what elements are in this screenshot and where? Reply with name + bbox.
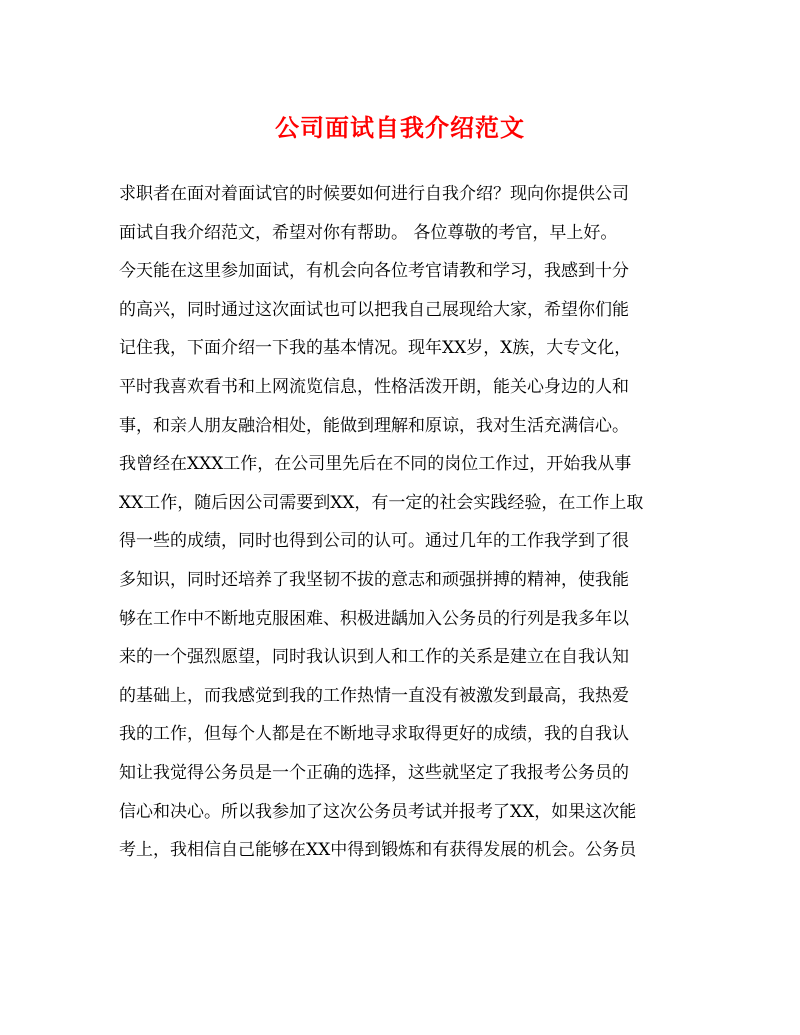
body-line: 考上，我相信自己能够在XX中得到锻炼和有获得发展的机会。公务员 — [119, 840, 637, 861]
document-title: 公司面试自我介绍范文 — [275, 113, 525, 142]
body-line: 平时我喜欢看书和上网流览信息，性格活泼开朗，能关心身边的人和 — [119, 376, 629, 397]
body-line: XX工作，随后因公司需要到XX，有一定的社会实践经验，在工作上取 — [119, 492, 644, 513]
body-line: 面试自我介绍范文，希望对你有帮助。 各位尊敬的考官，早上好。 — [119, 222, 618, 243]
body-line: 事，和亲人朋友融洽相处，能做到理解和原谅，我对生活充满信心。 — [119, 415, 629, 436]
body-line: 得一些的成绩，同时也得到公司的认可。通过几年的工作我学到了很 — [119, 531, 629, 552]
body-line: 来的一个强烈愿望，同时我认识到人和工作的关系是建立在自我认知 — [119, 647, 629, 668]
body-line: 今天能在这里参加面试，有机会向各位考官请教和学习，我感到十分 — [119, 261, 629, 282]
body-line: 知让我觉得公务员是一个正确的选择，这些就坚定了我报考公务员的 — [119, 762, 629, 783]
body-line: 我曾经在XXX工作，在公司里先后在不同的岗位工作过，开始我从事 — [119, 454, 632, 475]
body-line: 多知识，同时还培养了我坚韧不拔的意志和顽强拼搏的精神，使我能 — [119, 569, 629, 590]
body-line: 记住我，下面介绍一下我的基本情况。现年XX岁，X族，大专文化， — [119, 338, 632, 359]
body-line: 信心和决心。所以我参加了这次公务员考试并报考了XX，如果这次能 — [119, 801, 637, 822]
body-line: 的高兴，同时通过这次面试也可以把我自己展现给大家，希望你们能 — [119, 299, 629, 320]
body-line: 的基础上，而我感觉到我的工作热情一直没有被激发到最高，我热爱 — [119, 685, 629, 706]
body-line: 够在工作中不断地克服困难、积极进龋加入公务员的行列是我多年以 — [119, 608, 629, 629]
document-body — [119, 175, 684, 870]
body-line: 求职者在面对着面试官的时候要如何进行自我介绍？现向你提供公司 — [119, 184, 629, 204]
body-line: 我的工作，但每个人都是在不断地寻求取得更好的成绩，我的自我认 — [119, 724, 629, 745]
